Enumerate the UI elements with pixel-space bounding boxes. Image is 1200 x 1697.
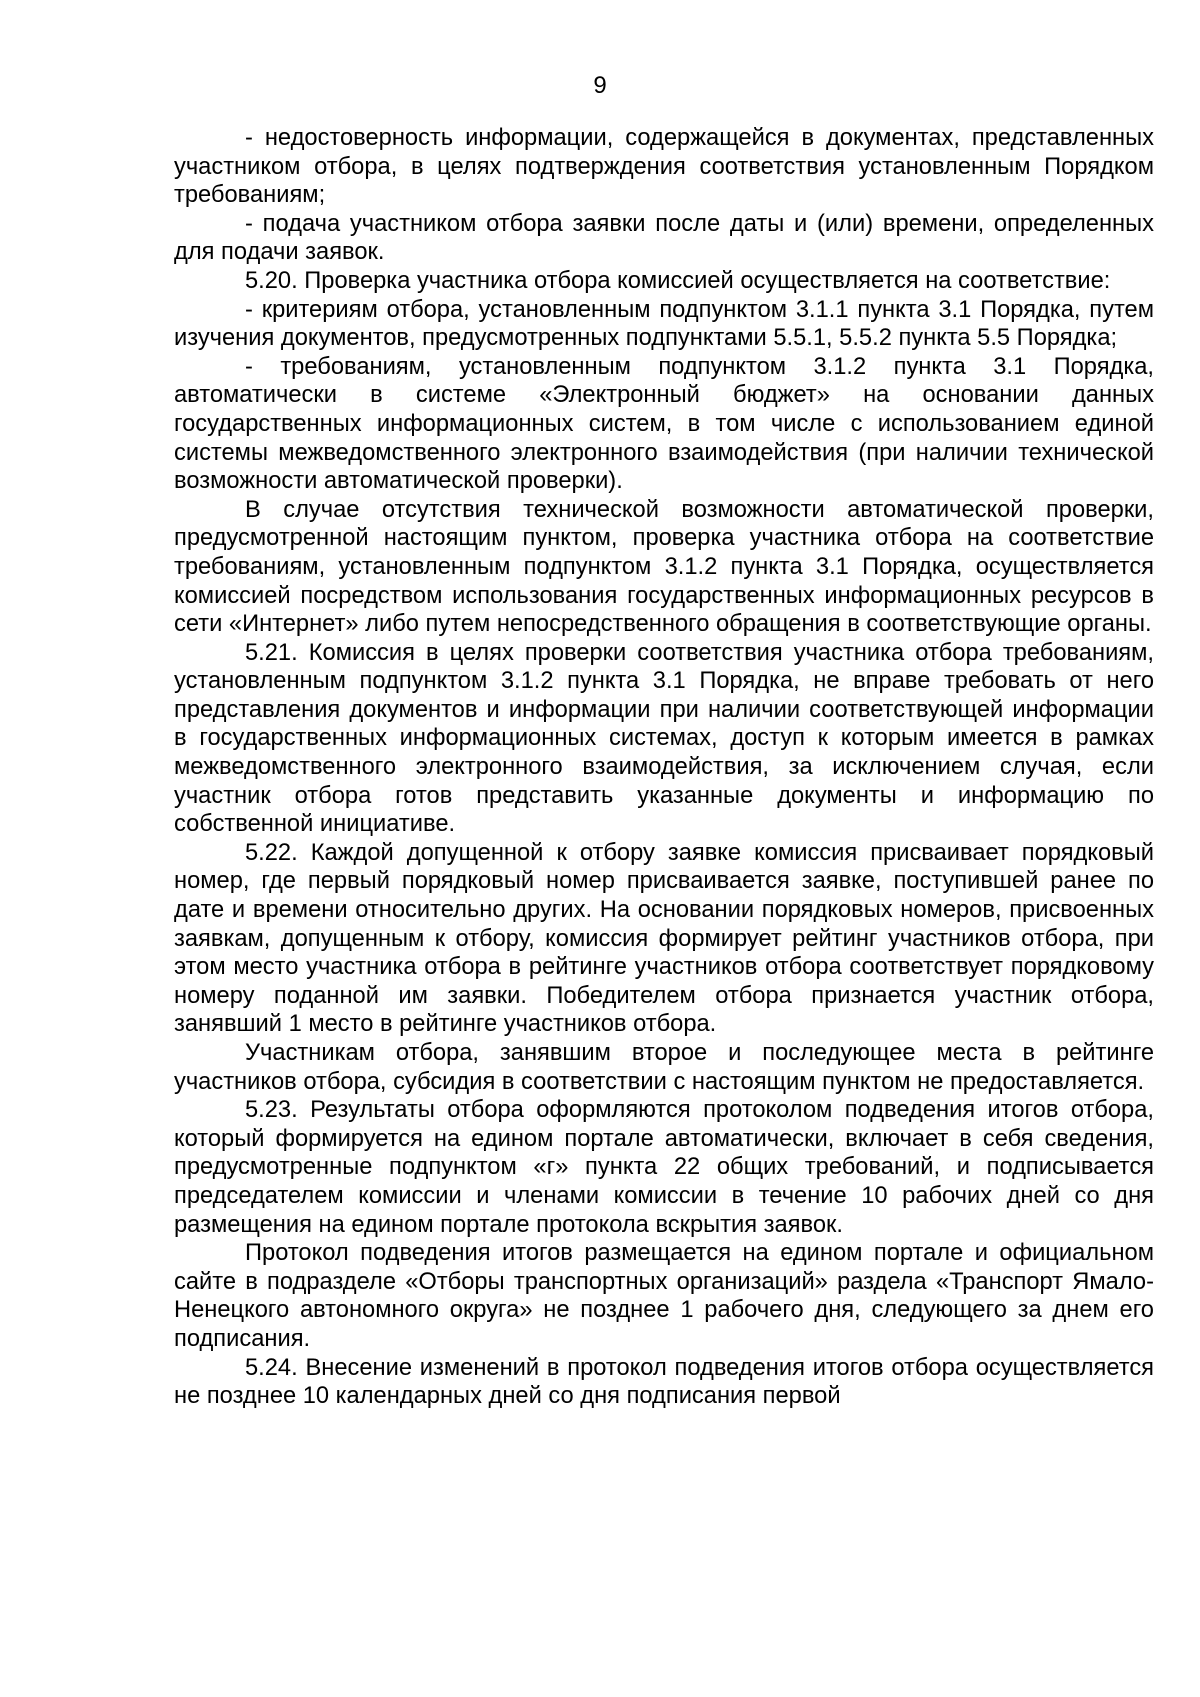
paragraph: 5.23. Результаты отбора оформляются протоколом подведения итогов отбора, который формируется на едином портале автоматически, включает в себя сведения, предусмотренные подпунктом «г» пункта 22 общих требований, и подписывается председателем комиссии и членами комиссии в течение 10 рабочих дней со дня размещения на едином портале протокола вскрытия заявок. (174, 1097, 1154, 1238)
page-number: 9 (593, 72, 607, 99)
paragraph: - требованиям, установленным подпунктом 3.1.2 пункта 3.1 Порядка, автоматически в системе «Электронный бюджет» на основании данных государственных информационных систем, в том числе с использованием единой системы межведомственного электронного взаимодействия (при наличии технической возможности автоматической проверки). (174, 353, 1154, 495)
paragraph: В случае отсутствия технической возможности автоматической проверки, предусмотренной настоящим пунктом, проверка участника отбора на соответствие требованиям, установленным подпунктом 3.1.2 пункта 3.1 Порядка, осуществляется комиссией посредством использования государственных информационных ресурсов в сети «Интернет» либо путем непосредственного обращения в соответствующие органы. (174, 496, 1154, 638)
paragraph: Протокол подведения итогов размещается на едином портале и официальном сайте в подразделе «Отборы транспортных организаций» раздела «Транспорт Ямало-Ненецкого автономного округа» не позднее 1 рабочего дня, следующего за днем его подписания. (174, 1240, 1154, 1352)
paragraph: - подача участником отбора заявки после даты и (или) времени, определенных для подачи заявок. (174, 210, 1154, 266)
paragraph: - недостоверность информации, содержащейся в документах, представленных участником отбора, в целях подтверждения соответствия установленным Порядком требованиям; (174, 125, 1154, 209)
paragraph: 5.21. Комиссия в целях проверки соответствия участника отбора требованиям, установленным подпунктом 3.1.2 пункта 3.1 Порядка, не вправе требовать от него представления документов и информации при наличии соответствующей информации в государственных информационных системах, доступ к которым имеется в рамках межведомственного электронного взаимодействия, за исключением случая, если участник отбора готов представить указанные документы и информацию по собственной инициативе. (174, 639, 1154, 838)
document-body (174, 124, 1154, 1411)
paragraph: 5.22. Каждой допущенной к отбору заявке комиссия присваивает порядковый номер, где первый порядковый номер присваивается заявке, поступившей ранее по дате и времени относительно других. На основании порядковых номеров, присвоенных заявкам, допущенным к отбору, комиссия формирует рейтинг участников отбора, при этом место участника отбора в рейтинге участников отбора соответствует порядковому номеру поданной им заявки. Победителем отбора признается участник отбора, занявший 1 место в рейтинге участников отбора. (174, 839, 1154, 1038)
paragraph: - критериям отбора, установленным подпунктом 3.1.1 пункта 3.1 Порядка, путем изучения документов, предусмотренных подпунктами 5.5.1, 5.5.2 пункта 5.5 Порядка; (174, 296, 1154, 352)
paragraph: Участникам отбора, занявшим второе и последующее места в рейтинге участников отбора, субсидия в соответствии с настоящим пунктом не предоставляется. (174, 1040, 1154, 1095)
paragraph: 5.20. Проверка участника отбора комиссией осуществляется на соответствие: (245, 267, 1111, 294)
paragraph: 5.24. Внесение изменений в протокол подведения итогов отбора осуществляется не позднее 10 календарных дней со дня подписания первой (174, 1354, 1154, 1410)
